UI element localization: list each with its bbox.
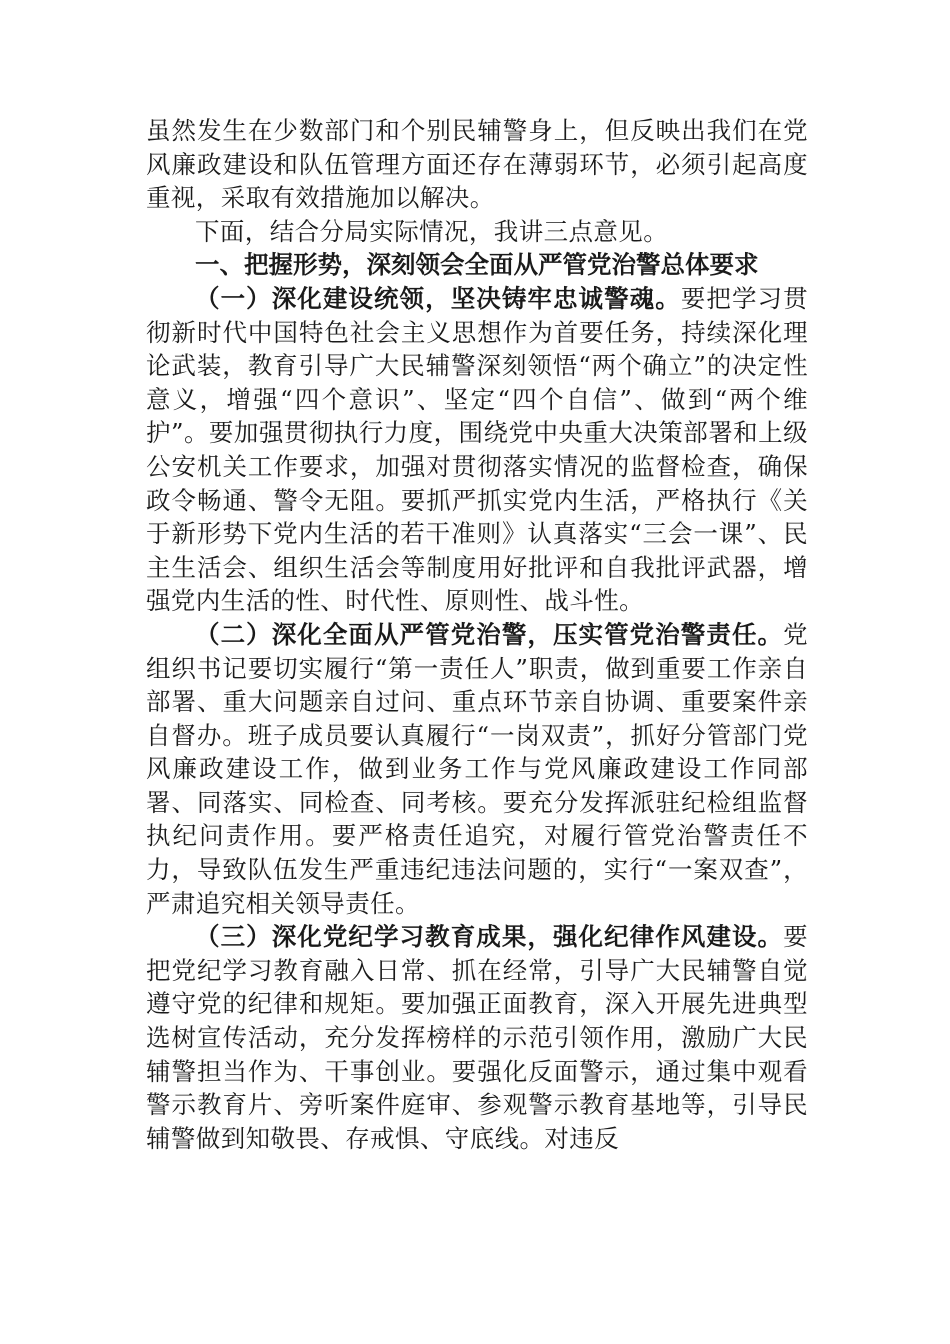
subsection-1-title: （一）深化建设统领，坚决铸牢忠诚警魂。: [195, 283, 681, 313]
subsection-3-title: （三）深化党纪学习教育成果，强化纪律作风建设。: [195, 922, 784, 952]
subsection-2-title: （二）深化全面从严管党治警，压实管党治警责任。: [195, 619, 784, 649]
lead-paragraph: 下面，结合分局实际情况，我讲三点意见。: [195, 216, 669, 246]
document-body: [146, 114, 808, 1155]
subsection-3-body: 要把党纪学习教育融入日常、抓在经常，引导广大民辅警自觉遵守党的纪律和规矩。要加强正面教育，深入开展先进典型选树宣传活动，充分发挥榜样的示范引领作用，激励广大民辅警担当作为、干事创业。要强化反面警示，通过集中观看警示教育片、旁听案件庭审、参观警示教育基地等，引导民辅警做到知敬畏、存戒惧、守底线。对违反: [146, 922, 808, 1153]
subsection-1-paragraph: [146, 282, 808, 618]
section-heading-1: 一、把握形势，深刻领会全面从严管党治警总体要求: [195, 250, 759, 280]
subsection-2-paragraph: [146, 618, 808, 920]
intro-paragraph: 虽然发生在少数部门和个别民辅警身上，但反映出我们在党风廉政建设和队伍管理方面还存在薄弱环节，必须引起高度重视，采取有效措施加以解决。: [146, 116, 808, 213]
subsection-3-paragraph: [146, 920, 808, 1155]
subsection-2-body: 党组织书记要切实履行“第一责任人”职责，做到重要工作亲自部署、重大问题亲自过问、重点环节亲自协调、重要案件亲自督办。班子成员要认真履行“一岗双责”，抓好分管部门党风廉政建设工作，做到业务工作与党风廉政建设工作同部署、同落实、同检查、同考核。要充分发挥派驻纪检组监督执纪问责作用。要严格责任追究，对履行管党治警责任不力，导致队伍发生严重违纪违法问题的，实行“一案双查”，严肃追究相关领导责任。: [146, 619, 808, 918]
subsection-1-body: 要把学习贯彻新时代中国特色社会主义思想作为首要任务，持续深化理论武装，教育引导广大民辅警深刻领悟“两个确立”的决定性意义，增强“四个意识”、坚定“四个自信”、做到“两个维护”。要加强贯彻执行力度，围绕党中央重大决策部署和上级公安机关工作要求，加强对贯彻落实情况的监督检查，确保政令畅通、警令无阻。要抓严抓实党内生活，严格执行《关于新形势下党内生活的若干准则》认真落实“三会一课”、民主生活会、组织生活会等制度用好批评和自我批评武器，增强党内生活的性、时代性、原则性、战斗性。: [146, 283, 808, 616]
